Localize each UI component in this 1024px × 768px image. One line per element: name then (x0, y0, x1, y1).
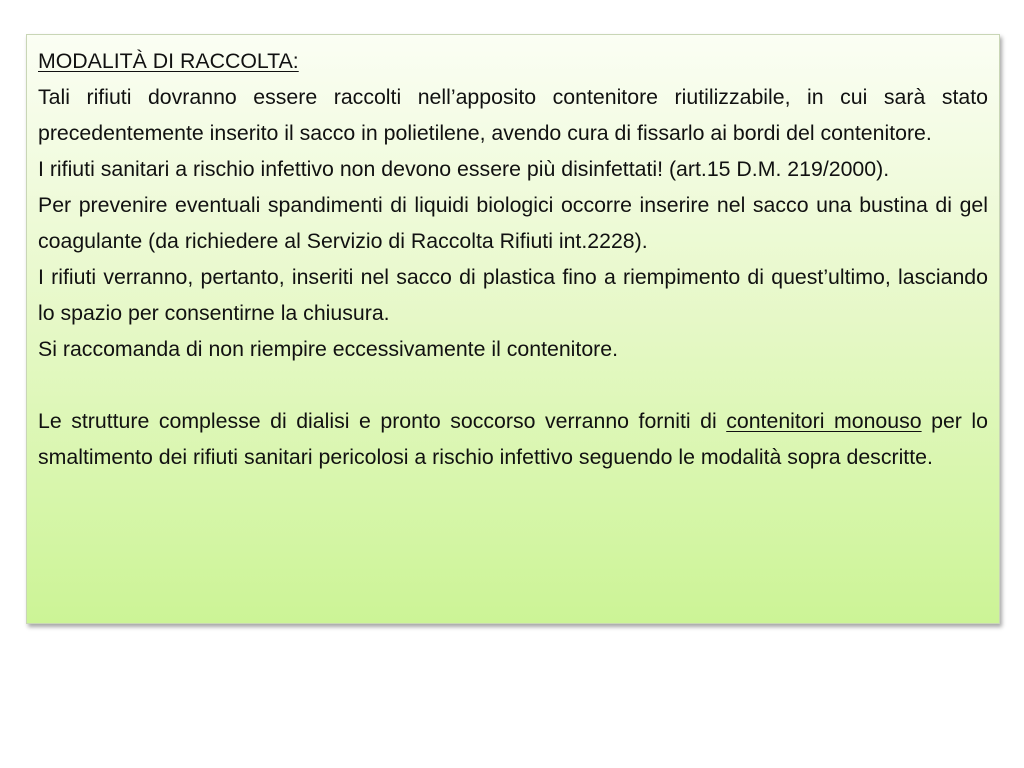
paragraph-3: Per prevenire eventuali spandimenti di liquidi biologici occorre inserire nel sacco una bustina di gel coagulante (da richiedere al Servizio di Raccolta Rifiuti int.2228). (38, 193, 988, 253)
paragraph-6-end: per lo smaltimento dei rifiuti sanitari pericolosi a rischio infettivo seguendo le modalità sopra descritte. (38, 409, 988, 469)
paragraph-6-start: Le strutture complesse di dialisi e pronto soccorso verranno forniti di (38, 409, 727, 433)
section-heading: MODALITÀ DI RACCOLTA: (38, 49, 299, 73)
underlined-phrase: contenitori monouso (726, 409, 922, 433)
paragraph-4: I rifiuti verranno, pertanto, inseriti nel sacco di plastica fino a riempimento di quest’ultimo, lasciando lo spazio per consentirne la chiusura. (38, 265, 988, 325)
paragraph-2: I rifiuti sanitari a rischio infettivo non devono essere più disinfettati! (art.15 D.M. 219/2000). (38, 157, 890, 181)
paragraph-6 (38, 403, 988, 475)
blank-line (38, 367, 988, 403)
paragraph-1: Tali rifiuti dovranno essere raccolti nell’apposito contenitore riutilizzabile, in cui sarà stato precedentemente inserito il sacco in polietilene, avendo cura di fissarlo ai bordi del contenitore. (38, 85, 988, 145)
paragraph-5: Si raccomanda di non riempire eccessivamente il contenitore. (38, 337, 619, 361)
text-box (26, 34, 1000, 624)
